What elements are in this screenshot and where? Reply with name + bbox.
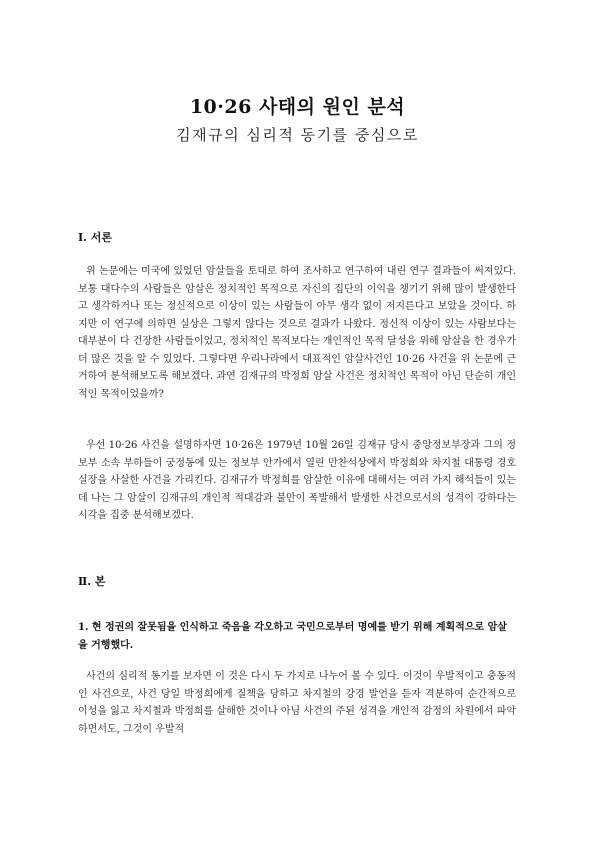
paragraph: 사건의 심리적 동기를 보자면 이 것은 다시 두 가지로 나누어 볼 수 있다. 이것이 우발적이고 충동적인 사건으로, 사건 당일 박정희에게 질책을 당하고 차지철의 강경 발언을 듣자 격분하여 순간적으로 이성을 잃고 차지철과 박정희를 살해한 것이나 아님 사건의 주된 성격을 개인적 감정의 차원에서 파악하면서도, 그것이 우발적 <box>78 671 516 735</box>
section-heading-introduction: Ⅰ. 서론 <box>78 231 113 244</box>
paragraph: 우선 10·26 사건을 설명하자면 10·26은 1979년 10월 26일 김재규 당시 중앙정보부장과 그의 정보부 소속 부하들이 궁정동에 있는 정보부 안가에서 열린 만찬석상에서 박정희와 차지철 대통령 경호실장을 사살한 사건을 가리킨다. 김재규가 박정희를 암살한 이유에 대해서는 여러 가지 해석들이 있는데 나는 그 암살이 김재규의 개인적 적대감과 불만이 폭발해서 발생한 사건으로서의 성격이 강하다는 시각을 집중 분석해보겠다. <box>78 440 516 521</box>
paragraph: 위 논문에는 미국에 있었던 암살들을 토대로 하여 조사하고 연구하여 내린 연구 결과들이 써져있다. 보통 대다수의 사람들은 암살은 정치적인 목적으로 자신의 집단의 이익을 챙기기 위해 많이 발생한다고 생각하거나 또는 정신적으로 이상이 있는 사람들이 아무 생각 없이 저지른다고 보았을 것이다. 하지만 이 연구에 의하면 실상은 그렇지 않다는 것으로 결과가 나왔다. 정신적 이상이 있는 사람보다는 대부분이 다 건장한 사람들이었고, 정치적인 목적보다는 개인적인 목적 달성을 위해 암살을 한 경우가 더 많은 것을 알 수 있었다. 그렇다면 우리나라에서 대표적인 암살사건인 10·26 사건을 위 논문에 근거하여 분석해보도록 해보겠다. 과연 김재규의 박정희 암살 사건은 정치적인 목적이 아닌 단순히 개인적인 목적이었을까? <box>78 266 516 400</box>
section-heading-body: Ⅱ. 본 <box>78 575 106 588</box>
document-title: 10·26 사태의 원인 분석 <box>189 96 406 118</box>
document-subtitle: 김재규의 심리적 동기를 중심으로 <box>176 126 419 144</box>
subsection-heading: 1. 현 정권의 잘못됨을 인식하고 죽음을 각오하고 국민으로부터 명예를 받기 위해 계획적으로 암살을 거행했다. <box>78 622 507 651</box>
